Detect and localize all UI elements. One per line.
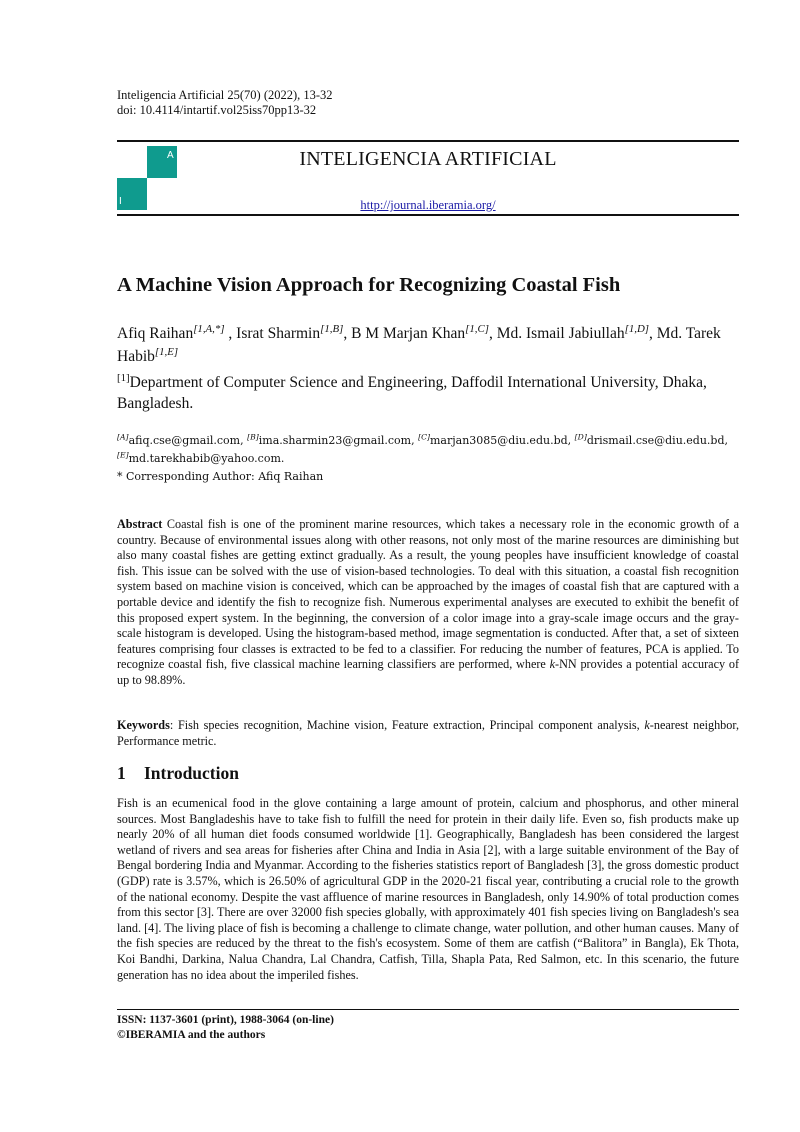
abstract-label: Abstract	[117, 517, 163, 531]
email-sup: [D]	[574, 432, 587, 442]
abstract	[117, 517, 739, 689]
author-name: , B M Marjan Khan	[343, 325, 466, 342]
email: drismail.cse@diu.edu.bd,	[586, 434, 728, 447]
citation-block	[117, 88, 333, 118]
author-name: , Md. Tarek Habib	[117, 325, 721, 365]
author-sup: [1,E]	[154, 345, 179, 358]
header-bottom-rule	[117, 214, 739, 216]
email-sup: [C]	[418, 432, 430, 442]
affiliation-sup: [1]	[117, 371, 130, 384]
abstract-text-end: -NN provides a potential accuracy of up to 98.89%.	[117, 657, 740, 687]
keywords-k: k	[644, 718, 650, 732]
author-sup: [1,A,*]	[193, 322, 225, 335]
doi-line: doi: 10.4114/intartif.vol25iss70pp13-32	[117, 103, 317, 117]
footer-rule	[117, 1009, 739, 1010]
header-top-rule	[117, 140, 739, 142]
section-number: 1	[117, 763, 126, 783]
issn-line: ISSN: 1137-3601 (print), 1988-3064 (on-line)	[117, 1014, 334, 1026]
abstract-knn: k	[549, 657, 556, 672]
author-list	[117, 322, 739, 368]
email-sup: [E]	[117, 450, 129, 460]
journal-title: INTELIGENCIA ARTIFICIAL	[299, 148, 557, 170]
logo-letter-i: I	[119, 196, 122, 207]
section-heading	[117, 763, 239, 784]
journal-url-container	[117, 198, 739, 213]
affiliation-text: Department of Computer Science and Engineering, Daffodil International University, Dhaka, Bangladesh.	[117, 374, 707, 412]
section-title: Introduction	[144, 763, 239, 783]
logo-letter-a: A	[167, 150, 174, 161]
email-line	[117, 432, 739, 450]
author-sup: [1,B]	[320, 322, 344, 335]
author-name: , Israt Sharmin	[228, 325, 321, 342]
copyright-line: ©IBERAMIA and the authors	[117, 1029, 266, 1041]
journal-url-link[interactable]: http://journal.iberamia.org/	[360, 198, 496, 212]
footer	[117, 1013, 334, 1043]
paper-title: A Machine Vision Approach for Recognizing Coastal Fish	[117, 274, 621, 296]
keywords-text: : Fish species recognition, Machine vision, Feature extraction, Principal component analysis,	[169, 718, 645, 732]
email: md.tarekhabib@yahoo.com.	[128, 452, 285, 465]
email: afiq.cse@gmail.com,	[128, 434, 244, 447]
keywords	[117, 718, 739, 749]
keywords-label: Keywords	[117, 718, 170, 732]
author-name: , Md. Ismail Jabiullah	[488, 325, 625, 342]
email: ima.sharmin23@gmail.com,	[258, 434, 415, 447]
author-sup: [1,C]	[465, 322, 489, 335]
email: marjan3085@diu.edu.bd,	[430, 434, 572, 447]
affiliation	[117, 372, 739, 414]
abstract-text: Coastal fish is one of the prominent marine resources, which takes a necessary role in the economic growth of a country. Because of environmental issues along with other reasons, not only most of the marine resources are diminishing but also many coastal fishes are getting extinct gradually. As a result, the young peoples have insufficient knowledge of coastal fish. This issue can be solved with the use of vision-based technologies. To deal with this situation, a coastal fish recognition system based on machine vision is conceived, which can be approached by the images of coastal fish that are captured with a portable device and identify the fish to recognize fish. Numerous experimental analyses are executed to exhibit the benefit of this proposed expert system. In the beginning, the conversion of a color image into a gray-scale image occurs and the gray-scale histogram is developed. Using the histogram-based method, image segmentation is conducted. After that, a set of sixteen features comprising four classes is extracted to be fed to a classifier. For reducing the number of features, PCA is applied. To recognize coastal fish, five classical machine learning classifiers are performed, where	[117, 517, 739, 672]
corresponding-author: * Corresponding Author: Afiq Raihan	[117, 470, 324, 483]
keywords-text-end: -nearest neighbor, Performance metric.	[117, 718, 739, 748]
email-sup: [A]	[117, 432, 129, 442]
email-sup: [B]	[247, 432, 259, 442]
intro-paragraph: Fish is an ecumenical food in the glove containing a large amount of protein, calcium and phosphorus, and other mineral sources. Most Bangladeshis have to take fish to fulfill the need for protein in their daily life. Even so, fish products make up nearly 20% of all human diet foods consumed worldwide [1]. Geographically, Bangladesh has been considered the largest wetland of rivers and sea areas for fisheries after China and India in Asia [2], with a large suitable environment of the Bay of Bengal bordering India and Myanmar. According to the fisheries statistics report of Bangladesh [3], the gross domestic product (GDP) rate is 3.57%, which is 26.50% of agricultural GDP in the 2020-21 fiscal year, contributing a crucial role to the growth of the national economy. Despite the vast affluence of marine resources in Bangladesh, only 14.90% of total production comes from this sector [3]. There are over 32000 fish species globally, with approximately 401 fish species living on Bangladesh's sea land. [4]. The living place of fish is becoming a challenge to climate change, water pollution, and other human causes. Many of the fish species are reduced by the threat to the fish's ecosystem. Some of them are catfish (“Balitora” in Bangla), Ek Thota, Koi Bandhi, Darkina, Nalua Chandra, Lal Chandra, Catfish, Tilla, Shapla Pata, Red Salmon, etc. In this scenario, the future generation has no idea about the imperiled fishes.	[117, 796, 739, 982]
email-block	[117, 432, 739, 486]
email-line	[117, 450, 739, 468]
author-name: Afiq Raihan	[117, 325, 194, 342]
author-sup: [1,D]	[624, 322, 649, 335]
citation-line: Inteligencia Artificial 25(70) (2022), 13-32	[117, 88, 333, 102]
